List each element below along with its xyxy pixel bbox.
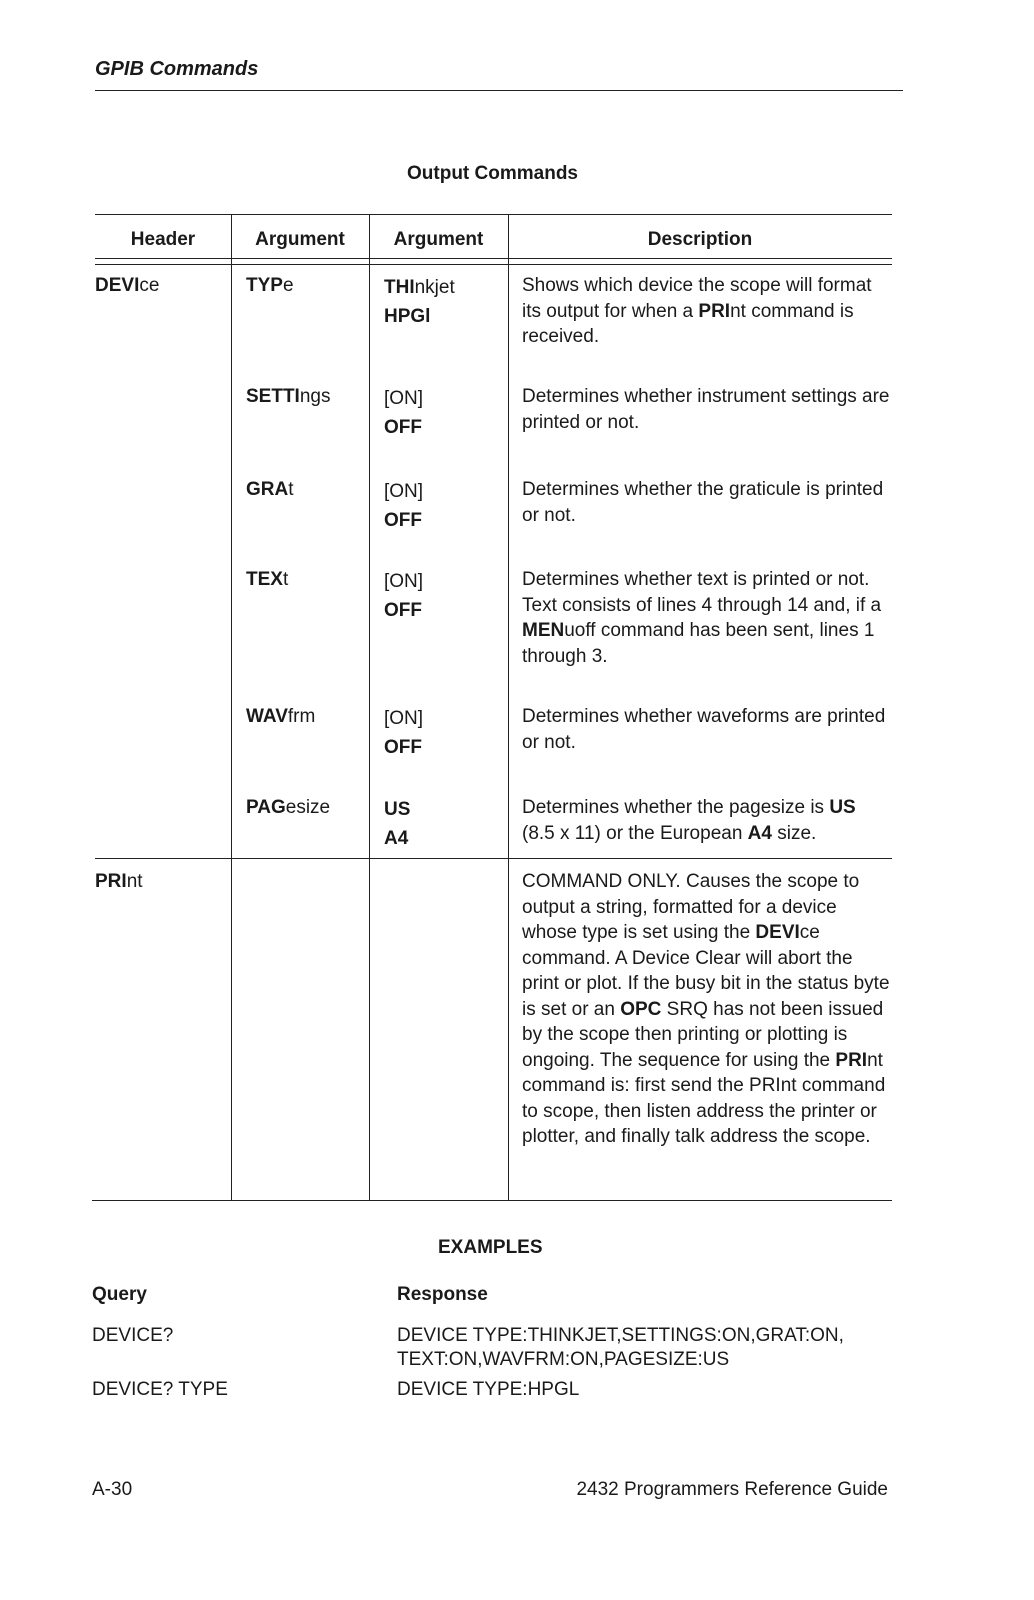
col-divider-3 (508, 214, 509, 1200)
example-response-1-line-1: DEVICE TYPE:THINKJET,SETTINGS:ON,GRAT:ON, (397, 1325, 844, 1346)
bold-term: PRI (835, 1049, 868, 1071)
argument-2-cell (384, 567, 423, 625)
query-label: Query (92, 1284, 147, 1305)
col-header-description: Description (647, 229, 753, 250)
argument-2-option: A4 (384, 828, 409, 849)
col-header-argument-1: Argument (255, 229, 345, 250)
argument-2-cell (384, 795, 410, 853)
description-cell: Determines whether waveforms are printed or not. (522, 706, 886, 753)
device-header-cell (95, 273, 159, 299)
argument-2-option: [ON] (384, 708, 424, 729)
description-cell: Determines whether the pagesize is US (8.5 x 11) or the European A4 size. (522, 797, 856, 844)
page-number: A-30 (92, 1479, 133, 1500)
col-header-argument-2: Argument (393, 229, 484, 250)
device-header-bold: DEVI (95, 275, 140, 296)
page-header: GPIB Commands (95, 58, 259, 80)
bold-term: US (829, 797, 856, 818)
description-cell: Determines whether text is printed or not. Text consists of lines 4 through 14 and, if a MENuoff command has been sent, lines 1 through 3. (522, 569, 882, 667)
argument-2-option: OFF (384, 510, 422, 531)
col-divider-1 (231, 214, 232, 1200)
argument-2-option: HPGl (384, 306, 431, 327)
device-header-rest: ce (139, 275, 160, 296)
argument-2-option: OFF (384, 417, 422, 438)
argument-2-option: [ON] (384, 388, 424, 409)
table-top-rule (95, 214, 892, 215)
example-query-1: DEVICE? (92, 1325, 174, 1346)
argument-1-cell (246, 795, 330, 821)
header-bottom-rule (95, 258, 892, 259)
argument-2-option: [ON] (384, 481, 424, 502)
table-bottom-rule (92, 1200, 892, 1201)
argument-2-cell (384, 704, 423, 762)
argument-2-option: [ON] (384, 571, 424, 592)
argument-1-text: GRAt (246, 479, 294, 500)
argument-1-text: WAVfrm (246, 706, 316, 727)
example-response-1-line-2: TEXT:ON,WAVFRM:ON,PAGESIZE:US (397, 1349, 730, 1370)
print-header-bold: PRI (95, 871, 127, 892)
bold-term: DEVI (755, 922, 800, 943)
bold-term: A4 (747, 822, 772, 844)
description-cell: Shows which device the scope will format its output for when a PRInt command is received. (522, 275, 872, 347)
argument-1-text: SETTIngs (246, 386, 331, 407)
col-header-header: Header (130, 229, 196, 250)
examples-title: EXAMPLES (438, 1237, 543, 1258)
argument-2-option: THInkjet (384, 277, 455, 298)
bold-term: PRI (698, 300, 731, 322)
description-cell: Determines whether instrument settings are printed or not. (522, 386, 890, 433)
argument-2-option: OFF (384, 600, 422, 621)
guide-title: 2432 Programmers Reference Guide (576, 1479, 888, 1500)
print-header-rest: nt (126, 871, 143, 892)
argument-2-cell (384, 477, 423, 535)
argument-1-cell (246, 477, 294, 503)
col-divider-2 (369, 214, 370, 1200)
argument-1-text: PAGesize (246, 797, 331, 818)
argument-1-cell (246, 384, 330, 410)
header-bottom-rule-2 (95, 264, 892, 265)
header-rule (95, 90, 903, 91)
argument-2-option: OFF (384, 737, 422, 758)
example-query-2: DEVICE? TYPE (92, 1379, 228, 1400)
table-title-text: Output Commands (407, 163, 578, 184)
argument-1-cell (246, 273, 294, 299)
bold-term: OPC (620, 998, 662, 1020)
argument-1-text: TEXt (246, 569, 289, 590)
argument-1-cell (246, 704, 315, 730)
description-cell: Determines whether the graticule is printed or not. (522, 479, 884, 526)
print-header-cell (95, 869, 143, 895)
argument-2-cell (384, 384, 423, 442)
print-description: COMMAND ONLY. Causes the scope to output a string, formatted for a device whose type is set using the DEVIce command. A Device Clear will abort the print or plot. If the busy bit in the status byte is set or an OPC SRQ has not been issued by the scope then printing or plotting is ongoing. The sequence for using the PRInt command is: first send the PRInt command to scope, then listen address the printer or plotter, and finally talk address the scope. (522, 871, 890, 1147)
argument-2-option: US (384, 799, 411, 820)
example-response-2-line-1: DEVICE TYPE:HPGL (397, 1379, 580, 1400)
bold-term: MEN (522, 620, 565, 641)
argument-1-cell (246, 567, 288, 593)
argument-2-cell (384, 273, 455, 331)
response-label: Response (397, 1284, 488, 1305)
argument-1-text: TYPe (246, 275, 294, 296)
device-bottom-rule (95, 858, 892, 859)
